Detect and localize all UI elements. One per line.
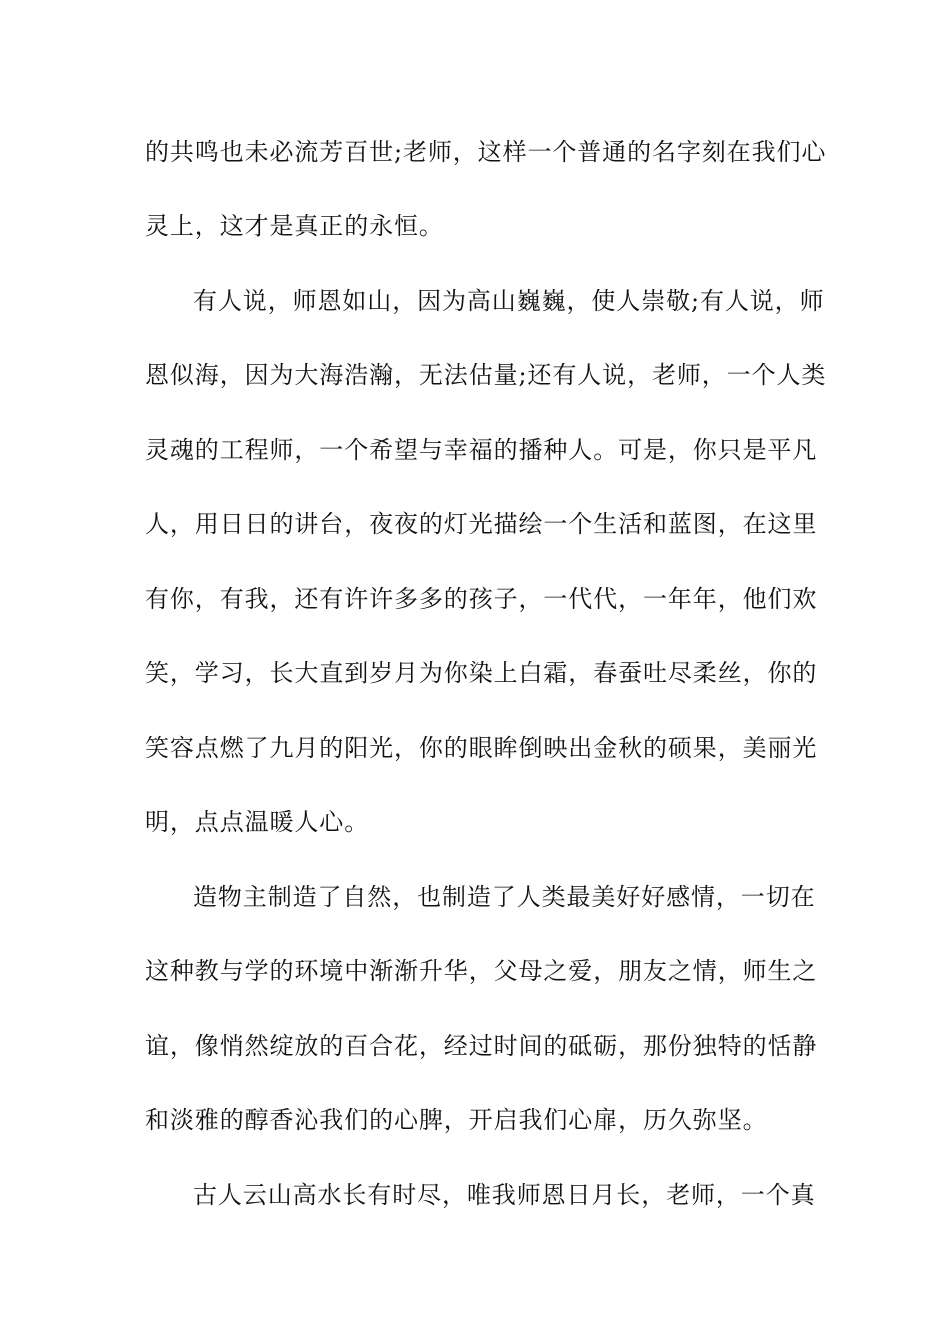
text-line: 灵上，这才是真正的永恒。: [145, 212, 444, 240]
text-line: 笑，学习，长大直到岁月为你染上白霜，春蚕吐尽柔丝，你的: [145, 659, 818, 687]
paragraph-start-line: 古人云山高水长有时尽，唯我师恩日月长，老师，一个真: [193, 1181, 816, 1209]
paragraph-start-line: 造物主制造了自然，也制造了人类最美好好感情，一切在: [193, 883, 816, 911]
text-line: 这种教与学的环境中渐渐升华，父母之爱，朋友之情，师生之: [145, 957, 818, 985]
text-line: 明，点点温暖人心。: [145, 808, 370, 836]
text-line: 和淡雅的醇香沁我们的心脾，开启我们心扉，历久弥坚。: [145, 1106, 768, 1134]
text-line: 恩似海，因为大海浩瀚，无法估量;还有人说，老师，一个人类: [145, 361, 827, 389]
text-line: 人，用日日的讲台，夜夜的灯光描绘一个生活和蓝图，在这里: [145, 510, 818, 538]
paragraph-start-line: 有人说，师恩如山，因为高山巍巍，使人崇敬;有人说，师: [193, 287, 825, 315]
text-line: 有你，有我，还有许许多多的孩子，一代代，一年年，他们欢: [145, 585, 818, 613]
text-line: 笑容点燃了九月的阳光，你的眼眸倒映出金秋的硕果，美丽光: [145, 734, 818, 762]
text-line: 灵魂的工程师，一个希望与幸福的播种人。可是，你只是平凡: [145, 436, 818, 464]
text-line: 谊，像悄然绽放的百合花，经过时间的砥砺，那份独特的恬静: [145, 1032, 818, 1060]
text-line: 的共鸣也未必流芳百世;老师，这样一个普通的名字刻在我们心: [145, 138, 827, 166]
